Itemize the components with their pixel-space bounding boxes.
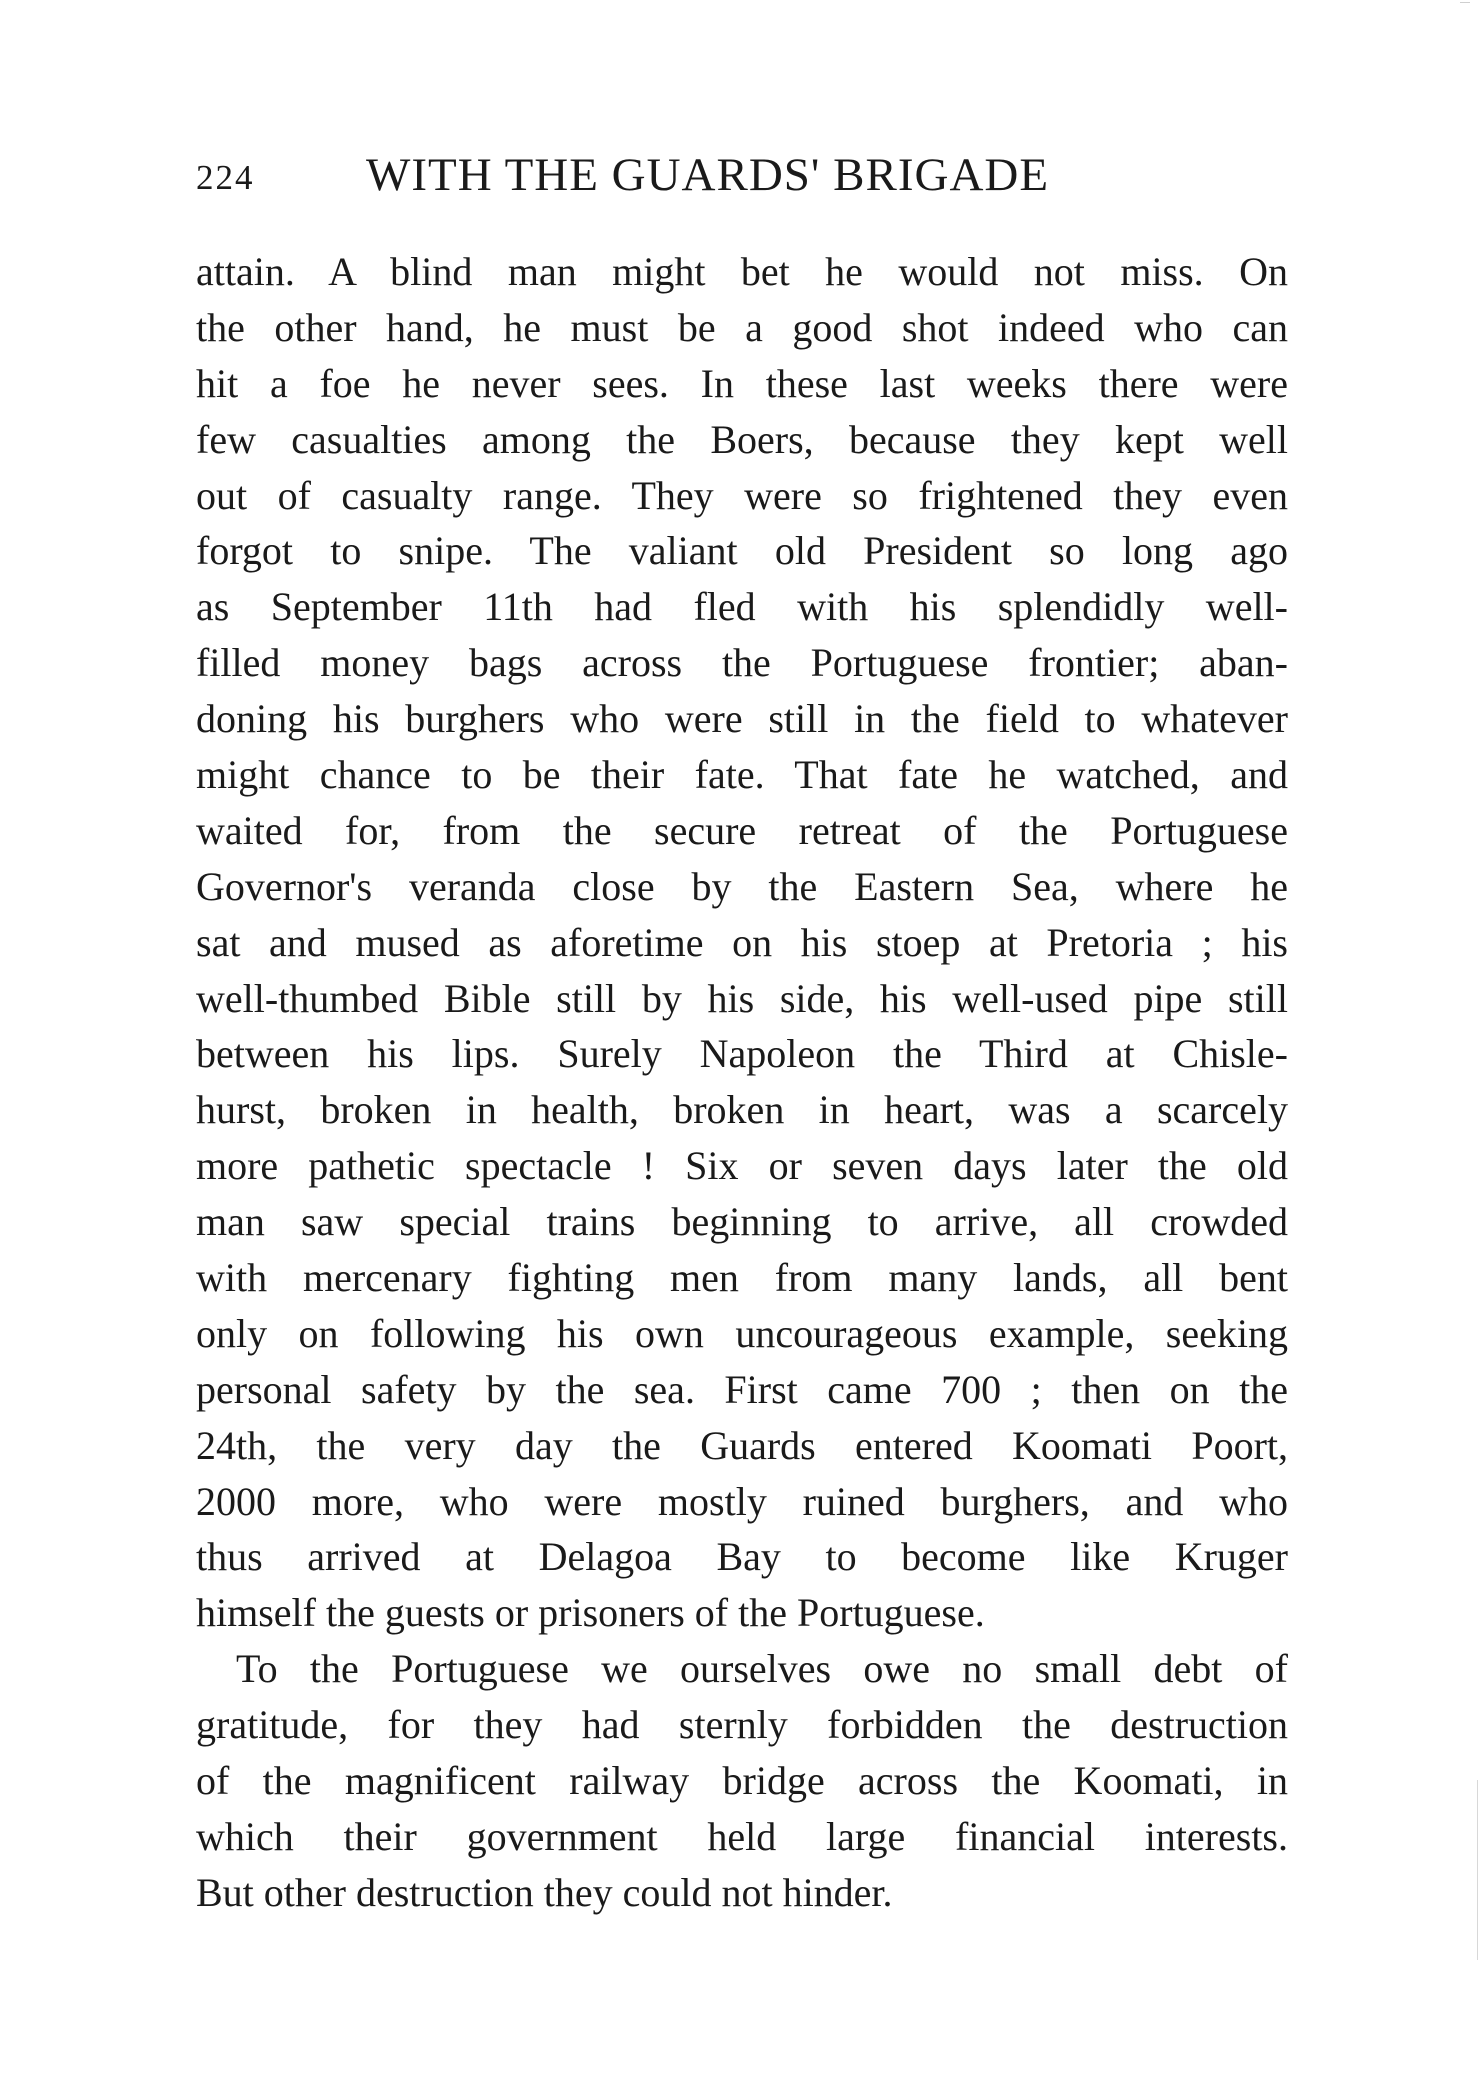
text-line: Governor's veranda close by the Eastern Sea, where he [196, 863, 1288, 909]
text-line: filled money bags across the Portuguese frontier; aban- [196, 640, 1288, 686]
text-line: hurst, broken in health, broken in heart, was a scarcely [196, 1087, 1288, 1133]
text-line: more pathetic spectacle ! Six or seven days later the old [196, 1143, 1288, 1189]
text-line: gratitude, for they had sternly forbidden the destruction [196, 1702, 1288, 1748]
text-line: 24th, the very day the Guards entered Koomati Poort, [196, 1422, 1288, 1468]
running-title: WITH THE GUARDS' BRIGADE [366, 149, 1050, 201]
text-line: as September 11th had fled with his splendidly well- [196, 584, 1288, 630]
text-line: of the magnificent railway bridge across the Koomati, in [196, 1758, 1288, 1804]
text-line: doning his burghers who were still in the field to whatever [196, 696, 1288, 742]
text-line: waited for, from the secure retreat of the Portuguese [196, 807, 1288, 853]
body-text [196, 244, 1288, 1921]
paragraph-2 [196, 1641, 1288, 1920]
text-line: only on following his own uncourageous example, seeking [196, 1310, 1288, 1356]
text-line: well-thumbed Bible still by his side, his well-used pipe still [196, 975, 1288, 1021]
text-line: the other hand, he must be a good shot indeed who can [196, 304, 1288, 350]
text-line: few casualties among the Boers, because they kept well [196, 416, 1288, 462]
text-line: with mercenary fighting men from many lands, all bent [196, 1255, 1288, 1301]
running-head [196, 148, 1296, 208]
text-line: sat and mused as aforetime on his stoep at Pretoria ; his [196, 919, 1288, 965]
text-line: To the Portuguese we ourselves owe no small debt of [236, 1646, 1288, 1692]
text-line: himself the guests or prisoners of the Portuguese. [196, 1590, 985, 1636]
paragraph-1 [196, 244, 1288, 1641]
text-line: which their government held large financial interests. [196, 1813, 1288, 1859]
text-line: attain. A blind man might bet he would not miss. On [196, 249, 1288, 294]
page-number: 224 [196, 158, 255, 197]
text-line: personal safety by the sea. First came 700 ; then on the [196, 1366, 1288, 1412]
text-line: might chance to be their fate. That fate he watched, and [196, 752, 1288, 798]
text-line: forgot to snipe. The valiant old President so long ago [196, 528, 1288, 574]
text-line: But other destruction they could not hinder. [196, 1869, 893, 1915]
text-line: hit a foe he never sees. In these last weeks there were [196, 360, 1288, 406]
text-line: out of casualty range. They were so frightened they even [196, 472, 1288, 518]
text-line: thus arrived at Delagoa Bay to become like Kruger [196, 1534, 1288, 1580]
text-line: between his lips. Surely Napoleon the Third at Chisle- [196, 1031, 1288, 1077]
scan-corner-mark [1460, 2, 1470, 9]
text-line: 2000 more, who were mostly ruined burghers, and who [196, 1478, 1288, 1524]
text-line: man saw special trains beginning to arrive, all crowded [196, 1199, 1288, 1245]
